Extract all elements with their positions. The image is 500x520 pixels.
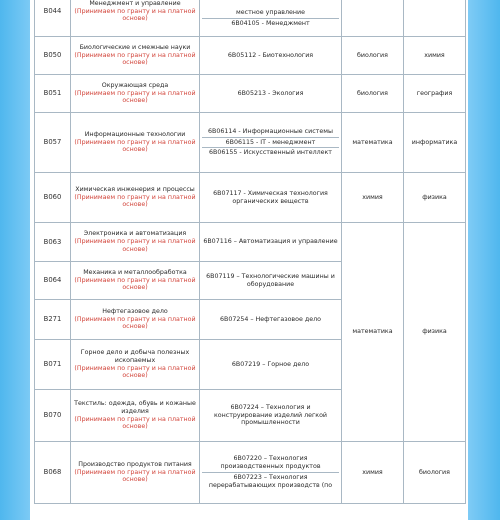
programs-cell bbox=[200, 113, 342, 173]
row-code: B070 bbox=[35, 390, 71, 442]
program-item: 6В07219 – Горное дело bbox=[200, 340, 342, 390]
subject2-cell: физика bbox=[404, 173, 466, 223]
table-row bbox=[35, 173, 466, 223]
profile-name: Текстиль: одежда, обувь и кожаные изделия bbox=[74, 399, 196, 415]
profile-cell bbox=[71, 0, 200, 37]
profile-cell bbox=[71, 340, 200, 390]
table-row bbox=[35, 113, 466, 173]
table-row bbox=[35, 0, 466, 37]
profile-cell bbox=[71, 113, 200, 173]
row-code: B051 bbox=[35, 75, 71, 113]
admission-note: (Принимаем по гранту и на платной основе) bbox=[74, 89, 196, 105]
row-code: B063 bbox=[35, 223, 71, 262]
table-row bbox=[35, 37, 466, 75]
row-code: B064 bbox=[35, 262, 71, 300]
profile-name: Производство продуктов питания bbox=[78, 460, 192, 468]
program-item: 6В07223 – Технология перерабатывающих производств (по bbox=[208, 474, 333, 489]
profile-name: Информационные технологии bbox=[84, 130, 186, 138]
program-item: 6В04105 - Менеджмент bbox=[231, 19, 310, 27]
profile-cell bbox=[71, 442, 200, 504]
subject1-cell: биология bbox=[342, 37, 404, 75]
program-item: 6В07119 – Технологические машины и оборудование bbox=[200, 262, 342, 300]
row-code: B068 bbox=[35, 442, 71, 504]
program-item: 6В05213 - Экология bbox=[200, 75, 342, 113]
admission-note: (Принимаем по гранту и на платной основе) bbox=[74, 415, 196, 431]
profile-name: Менеджмент и управление bbox=[89, 0, 181, 7]
program-item: 6В07117 - Химическая технология органических веществ bbox=[200, 173, 342, 223]
program-item: 6В07224 – Технология и конструирование изделий легкой промышленности bbox=[200, 390, 342, 442]
program-item: 6В07220 – Технология производственных продуктов bbox=[202, 454, 339, 473]
profile-cell bbox=[71, 223, 200, 262]
profile-name: Горное дело и добыча полезных ископаемых bbox=[80, 348, 190, 364]
profile-cell bbox=[71, 390, 200, 442]
subject2-cell: география bbox=[404, 75, 466, 113]
profile-name: Нефтегазовое дело bbox=[102, 307, 168, 315]
profile-cell bbox=[71, 173, 200, 223]
programs-cell bbox=[200, 442, 342, 504]
program-item: 6В06155 - Искусственный интеллект bbox=[209, 149, 332, 157]
row-code: B050 bbox=[35, 37, 71, 75]
program-item: местное управление bbox=[202, 0, 339, 19]
profile-name: Электроника и автоматизация bbox=[83, 230, 187, 238]
programs-cell bbox=[200, 0, 342, 37]
row-code: B044 bbox=[35, 0, 71, 37]
subject2-cell: биология bbox=[404, 442, 466, 504]
profile-name: Окружающая среда bbox=[101, 81, 169, 89]
table-row bbox=[35, 223, 466, 262]
profile-name: Механика и металлообработка bbox=[83, 268, 187, 276]
program-item: 6В06114 - Информационные системы bbox=[202, 127, 339, 138]
table-row bbox=[35, 75, 466, 113]
admission-note: (Принимаем по гранту и на платной основе) bbox=[74, 138, 196, 154]
table-row bbox=[35, 442, 466, 504]
row-code: B271 bbox=[35, 300, 71, 340]
program-item: 6В07116 – Автоматизация и управление bbox=[200, 223, 342, 262]
admission-note: (Принимаем по гранту и на платной основе) bbox=[74, 364, 196, 380]
row-code: B057 bbox=[35, 113, 71, 173]
admission-note: (Принимаем по гранту и на платной основе) bbox=[74, 238, 196, 253]
profile-cell bbox=[71, 300, 200, 340]
program-item: 6В07254 – Нефтегазовое дело bbox=[200, 300, 342, 340]
program-item: 6В06115 - IT - менеджмент bbox=[202, 138, 339, 149]
admission-note: (Принимаем по гранту и на платной основе) bbox=[74, 193, 196, 209]
subject1-cell: химия bbox=[342, 173, 404, 223]
profile-cell bbox=[71, 262, 200, 300]
subject1-cell: математика bbox=[342, 113, 404, 173]
admission-note: (Принимаем по гранту и на платной основе) bbox=[74, 468, 196, 484]
subject2-cell: информатика bbox=[404, 113, 466, 173]
subject2-cell bbox=[404, 0, 466, 37]
subject1-cell bbox=[342, 0, 404, 37]
row-code: B060 bbox=[35, 173, 71, 223]
profile-cell bbox=[71, 37, 200, 75]
profile-cell bbox=[71, 75, 200, 113]
admission-note: (Принимаем по гранту и на платной основе) bbox=[74, 7, 196, 23]
row-code: B071 bbox=[35, 340, 71, 390]
subject2-cell: химия bbox=[404, 37, 466, 75]
subject1-cell: биология bbox=[342, 75, 404, 113]
subject1-merged-cell: математика bbox=[342, 223, 404, 442]
admission-note: (Принимаем по гранту и на платной основе) bbox=[74, 276, 196, 292]
subject2-merged-cell: физика bbox=[404, 223, 466, 442]
program-item: 6В05112 - Биотехнология bbox=[200, 37, 342, 75]
specialty-table bbox=[34, 0, 466, 504]
profile-name: Химическая инженерия и процессы bbox=[75, 185, 195, 193]
admission-note: (Принимаем по гранту и на платной основе) bbox=[74, 315, 196, 331]
subject1-cell: химия bbox=[342, 442, 404, 504]
profile-name: Биологические и смежные науки bbox=[79, 43, 191, 51]
admission-note: (Принимаем по гранту и на платной основе) bbox=[74, 51, 196, 67]
